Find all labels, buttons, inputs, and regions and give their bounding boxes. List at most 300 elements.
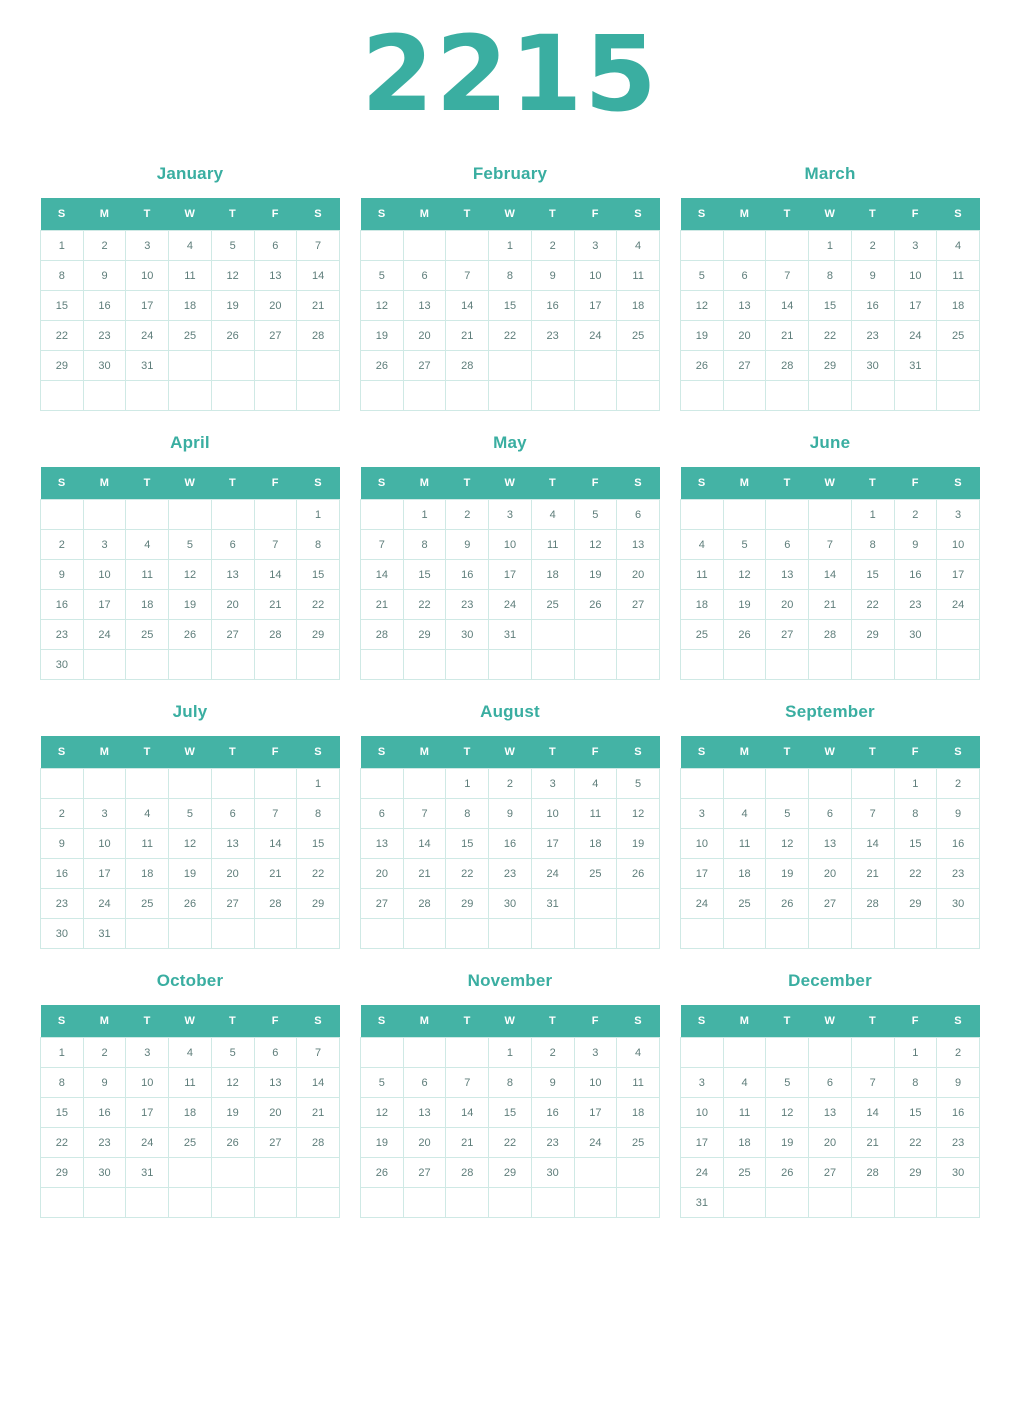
- day-cell[interactable]: 20: [211, 859, 254, 889]
- day-cell[interactable]: 21: [254, 859, 297, 889]
- day-cell[interactable]: 4: [617, 1038, 660, 1068]
- day-cell[interactable]: 23: [489, 859, 532, 889]
- day-cell[interactable]: 11: [681, 560, 724, 590]
- day-cell[interactable]: 20: [723, 321, 766, 351]
- day-cell[interactable]: 30: [41, 919, 84, 949]
- day-cell[interactable]: 15: [894, 829, 937, 859]
- day-cell[interactable]: 28: [297, 321, 340, 351]
- day-cell[interactable]: 31: [126, 351, 169, 381]
- day-cell[interactable]: 24: [681, 1158, 724, 1188]
- day-cell[interactable]: 8: [297, 530, 340, 560]
- day-cell[interactable]: 5: [766, 799, 809, 829]
- day-cell[interactable]: 23: [937, 1128, 980, 1158]
- day-cell[interactable]: 24: [937, 590, 980, 620]
- day-cell[interactable]: 19: [361, 1128, 404, 1158]
- day-cell[interactable]: 20: [361, 859, 404, 889]
- day-cell[interactable]: 29: [851, 620, 894, 650]
- day-cell[interactable]: 13: [254, 261, 297, 291]
- day-cell[interactable]: 4: [531, 500, 574, 530]
- day-cell[interactable]: 15: [489, 1098, 532, 1128]
- day-cell[interactable]: 17: [681, 1128, 724, 1158]
- day-cell[interactable]: 25: [937, 321, 980, 351]
- day-cell[interactable]: 9: [531, 261, 574, 291]
- day-cell[interactable]: 3: [83, 799, 126, 829]
- day-cell[interactable]: 11: [617, 261, 660, 291]
- day-cell[interactable]: 7: [809, 530, 852, 560]
- day-cell[interactable]: 27: [723, 351, 766, 381]
- day-cell[interactable]: 5: [681, 261, 724, 291]
- day-cell[interactable]: 18: [617, 291, 660, 321]
- day-cell[interactable]: 19: [169, 859, 212, 889]
- day-cell[interactable]: 7: [254, 799, 297, 829]
- day-cell[interactable]: 3: [531, 769, 574, 799]
- day-cell[interactable]: 22: [297, 859, 340, 889]
- day-cell[interactable]: 27: [254, 321, 297, 351]
- day-cell[interactable]: 26: [574, 590, 617, 620]
- day-cell[interactable]: 25: [126, 889, 169, 919]
- day-cell[interactable]: 1: [446, 769, 489, 799]
- day-cell[interactable]: 22: [446, 859, 489, 889]
- day-cell[interactable]: 17: [681, 859, 724, 889]
- day-cell[interactable]: 18: [574, 829, 617, 859]
- day-cell[interactable]: 9: [446, 530, 489, 560]
- day-cell[interactable]: 29: [41, 351, 84, 381]
- day-cell[interactable]: 18: [681, 590, 724, 620]
- day-cell[interactable]: 4: [723, 1068, 766, 1098]
- day-cell[interactable]: 28: [361, 620, 404, 650]
- day-cell[interactable]: 20: [254, 291, 297, 321]
- day-cell[interactable]: 25: [617, 1128, 660, 1158]
- day-cell[interactable]: 16: [937, 829, 980, 859]
- day-cell[interactable]: 21: [851, 1128, 894, 1158]
- day-cell[interactable]: 12: [681, 291, 724, 321]
- day-cell[interactable]: 17: [937, 560, 980, 590]
- day-cell[interactable]: 28: [446, 1158, 489, 1188]
- day-cell[interactable]: 8: [446, 799, 489, 829]
- day-cell[interactable]: 20: [809, 859, 852, 889]
- day-cell[interactable]: 24: [126, 321, 169, 351]
- day-cell[interactable]: 18: [531, 560, 574, 590]
- day-cell[interactable]: 19: [574, 560, 617, 590]
- day-cell[interactable]: 28: [254, 620, 297, 650]
- day-cell[interactable]: 3: [681, 1068, 724, 1098]
- day-cell[interactable]: 7: [766, 261, 809, 291]
- day-cell[interactable]: 13: [617, 530, 660, 560]
- day-cell[interactable]: 7: [361, 530, 404, 560]
- day-cell[interactable]: 20: [403, 1128, 446, 1158]
- day-cell[interactable]: 27: [766, 620, 809, 650]
- day-cell[interactable]: 2: [83, 1038, 126, 1068]
- day-cell[interactable]: 11: [126, 560, 169, 590]
- day-cell[interactable]: 1: [297, 500, 340, 530]
- day-cell[interactable]: 23: [531, 321, 574, 351]
- day-cell[interactable]: 9: [937, 799, 980, 829]
- day-cell[interactable]: 3: [489, 500, 532, 530]
- day-cell[interactable]: 23: [894, 590, 937, 620]
- day-cell[interactable]: 29: [894, 889, 937, 919]
- day-cell[interactable]: 15: [809, 291, 852, 321]
- day-cell[interactable]: 24: [531, 859, 574, 889]
- day-cell[interactable]: 16: [83, 291, 126, 321]
- day-cell[interactable]: 14: [403, 829, 446, 859]
- day-cell[interactable]: 8: [403, 530, 446, 560]
- day-cell[interactable]: 19: [617, 829, 660, 859]
- day-cell[interactable]: 19: [211, 1098, 254, 1128]
- day-cell[interactable]: 18: [617, 1098, 660, 1128]
- day-cell[interactable]: 31: [894, 351, 937, 381]
- day-cell[interactable]: 3: [574, 231, 617, 261]
- day-cell[interactable]: 15: [851, 560, 894, 590]
- day-cell[interactable]: 6: [403, 1068, 446, 1098]
- day-cell[interactable]: 12: [617, 799, 660, 829]
- day-cell[interactable]: 22: [809, 321, 852, 351]
- day-cell[interactable]: 6: [809, 1068, 852, 1098]
- day-cell[interactable]: 30: [894, 620, 937, 650]
- day-cell[interactable]: 27: [211, 889, 254, 919]
- day-cell[interactable]: 19: [169, 590, 212, 620]
- day-cell[interactable]: 6: [617, 500, 660, 530]
- day-cell[interactable]: 17: [574, 291, 617, 321]
- day-cell[interactable]: 21: [403, 859, 446, 889]
- day-cell[interactable]: 12: [766, 829, 809, 859]
- day-cell[interactable]: 20: [766, 590, 809, 620]
- day-cell[interactable]: 22: [489, 1128, 532, 1158]
- day-cell[interactable]: 22: [41, 321, 84, 351]
- day-cell[interactable]: 30: [41, 650, 84, 680]
- day-cell[interactable]: 17: [83, 590, 126, 620]
- day-cell[interactable]: 2: [41, 799, 84, 829]
- day-cell[interactable]: 11: [723, 1098, 766, 1128]
- day-cell[interactable]: 26: [766, 889, 809, 919]
- day-cell[interactable]: 15: [297, 560, 340, 590]
- day-cell[interactable]: 2: [937, 1038, 980, 1068]
- day-cell[interactable]: 11: [169, 1068, 212, 1098]
- day-cell[interactable]: 11: [574, 799, 617, 829]
- day-cell[interactable]: 27: [403, 1158, 446, 1188]
- day-cell[interactable]: 11: [126, 829, 169, 859]
- day-cell[interactable]: 30: [851, 351, 894, 381]
- day-cell[interactable]: 25: [681, 620, 724, 650]
- day-cell[interactable]: 8: [894, 799, 937, 829]
- day-cell[interactable]: 11: [169, 261, 212, 291]
- day-cell[interactable]: 26: [681, 351, 724, 381]
- day-cell[interactable]: 26: [766, 1158, 809, 1188]
- day-cell[interactable]: 21: [851, 859, 894, 889]
- day-cell[interactable]: 8: [41, 261, 84, 291]
- day-cell[interactable]: 3: [83, 530, 126, 560]
- day-cell[interactable]: 14: [851, 1098, 894, 1128]
- day-cell[interactable]: 28: [446, 351, 489, 381]
- day-cell[interactable]: 7: [254, 530, 297, 560]
- day-cell[interactable]: 18: [723, 859, 766, 889]
- day-cell[interactable]: 21: [297, 1098, 340, 1128]
- day-cell[interactable]: 15: [489, 291, 532, 321]
- day-cell[interactable]: 1: [41, 1038, 84, 1068]
- day-cell[interactable]: 2: [851, 231, 894, 261]
- day-cell[interactable]: 30: [446, 620, 489, 650]
- day-cell[interactable]: 16: [531, 1098, 574, 1128]
- day-cell[interactable]: 27: [361, 889, 404, 919]
- day-cell[interactable]: 7: [297, 1038, 340, 1068]
- day-cell[interactable]: 9: [894, 530, 937, 560]
- day-cell[interactable]: 6: [403, 261, 446, 291]
- day-cell[interactable]: 19: [766, 1128, 809, 1158]
- day-cell[interactable]: 18: [126, 859, 169, 889]
- day-cell[interactable]: 6: [211, 530, 254, 560]
- day-cell[interactable]: 8: [894, 1068, 937, 1098]
- day-cell[interactable]: 14: [254, 829, 297, 859]
- day-cell[interactable]: 6: [361, 799, 404, 829]
- day-cell[interactable]: 19: [211, 291, 254, 321]
- day-cell[interactable]: 28: [297, 1128, 340, 1158]
- day-cell[interactable]: 8: [41, 1068, 84, 1098]
- day-cell[interactable]: 5: [169, 530, 212, 560]
- day-cell[interactable]: 16: [446, 560, 489, 590]
- day-cell[interactable]: 26: [169, 620, 212, 650]
- day-cell[interactable]: 16: [83, 1098, 126, 1128]
- day-cell[interactable]: 15: [446, 829, 489, 859]
- day-cell[interactable]: 30: [937, 889, 980, 919]
- day-cell[interactable]: 8: [489, 1068, 532, 1098]
- day-cell[interactable]: 14: [446, 291, 489, 321]
- day-cell[interactable]: 14: [361, 560, 404, 590]
- day-cell[interactable]: 9: [851, 261, 894, 291]
- day-cell[interactable]: 5: [574, 500, 617, 530]
- day-cell[interactable]: 10: [126, 1068, 169, 1098]
- day-cell[interactable]: 4: [937, 231, 980, 261]
- day-cell[interactable]: 22: [41, 1128, 84, 1158]
- day-cell[interactable]: 11: [531, 530, 574, 560]
- day-cell[interactable]: 21: [766, 321, 809, 351]
- day-cell[interactable]: 3: [126, 231, 169, 261]
- day-cell[interactable]: 5: [361, 261, 404, 291]
- day-cell[interactable]: 12: [723, 560, 766, 590]
- day-cell[interactable]: 21: [297, 291, 340, 321]
- day-cell[interactable]: 23: [937, 859, 980, 889]
- day-cell[interactable]: 29: [403, 620, 446, 650]
- day-cell[interactable]: 13: [723, 291, 766, 321]
- day-cell[interactable]: 27: [617, 590, 660, 620]
- day-cell[interactable]: 24: [83, 620, 126, 650]
- day-cell[interactable]: 21: [446, 1128, 489, 1158]
- day-cell[interactable]: 13: [809, 829, 852, 859]
- day-cell[interactable]: 29: [489, 1158, 532, 1188]
- day-cell[interactable]: 2: [531, 231, 574, 261]
- day-cell[interactable]: 3: [681, 799, 724, 829]
- day-cell[interactable]: 22: [489, 321, 532, 351]
- day-cell[interactable]: 17: [83, 859, 126, 889]
- day-cell[interactable]: 9: [41, 829, 84, 859]
- day-cell[interactable]: 29: [809, 351, 852, 381]
- day-cell[interactable]: 12: [211, 261, 254, 291]
- day-cell[interactable]: 17: [531, 829, 574, 859]
- day-cell[interactable]: 10: [574, 1068, 617, 1098]
- day-cell[interactable]: 29: [297, 889, 340, 919]
- day-cell[interactable]: 27: [403, 351, 446, 381]
- day-cell[interactable]: 4: [574, 769, 617, 799]
- day-cell[interactable]: 18: [937, 291, 980, 321]
- day-cell[interactable]: 4: [617, 231, 660, 261]
- day-cell[interactable]: 1: [489, 231, 532, 261]
- day-cell[interactable]: 7: [851, 1068, 894, 1098]
- day-cell[interactable]: 23: [83, 1128, 126, 1158]
- day-cell[interactable]: 9: [83, 261, 126, 291]
- day-cell[interactable]: 1: [851, 500, 894, 530]
- day-cell[interactable]: 21: [809, 590, 852, 620]
- day-cell[interactable]: 4: [126, 530, 169, 560]
- day-cell[interactable]: 31: [83, 919, 126, 949]
- day-cell[interactable]: 18: [126, 590, 169, 620]
- day-cell[interactable]: 9: [83, 1068, 126, 1098]
- day-cell[interactable]: 3: [894, 231, 937, 261]
- day-cell[interactable]: 21: [254, 590, 297, 620]
- day-cell[interactable]: 30: [489, 889, 532, 919]
- day-cell[interactable]: 2: [894, 500, 937, 530]
- day-cell[interactable]: 4: [169, 231, 212, 261]
- day-cell[interactable]: 5: [766, 1068, 809, 1098]
- day-cell[interactable]: 20: [617, 560, 660, 590]
- day-cell[interactable]: 17: [126, 291, 169, 321]
- day-cell[interactable]: 15: [297, 829, 340, 859]
- day-cell[interactable]: 4: [723, 799, 766, 829]
- day-cell[interactable]: 14: [809, 560, 852, 590]
- day-cell[interactable]: 14: [297, 1068, 340, 1098]
- day-cell[interactable]: 2: [83, 231, 126, 261]
- day-cell[interactable]: 30: [83, 1158, 126, 1188]
- day-cell[interactable]: 17: [489, 560, 532, 590]
- day-cell[interactable]: 23: [41, 889, 84, 919]
- day-cell[interactable]: 3: [574, 1038, 617, 1068]
- day-cell[interactable]: 31: [126, 1158, 169, 1188]
- day-cell[interactable]: 24: [574, 321, 617, 351]
- day-cell[interactable]: 5: [211, 231, 254, 261]
- day-cell[interactable]: 26: [723, 620, 766, 650]
- day-cell[interactable]: 14: [254, 560, 297, 590]
- day-cell[interactable]: 6: [254, 231, 297, 261]
- day-cell[interactable]: 24: [126, 1128, 169, 1158]
- day-cell[interactable]: 13: [809, 1098, 852, 1128]
- day-cell[interactable]: 24: [681, 889, 724, 919]
- day-cell[interactable]: 29: [297, 620, 340, 650]
- day-cell[interactable]: 12: [169, 829, 212, 859]
- day-cell[interactable]: 11: [617, 1068, 660, 1098]
- day-cell[interactable]: 11: [723, 829, 766, 859]
- day-cell[interactable]: 8: [851, 530, 894, 560]
- day-cell[interactable]: 13: [361, 829, 404, 859]
- day-cell[interactable]: 27: [254, 1128, 297, 1158]
- day-cell[interactable]: 1: [894, 769, 937, 799]
- day-cell[interactable]: 1: [403, 500, 446, 530]
- day-cell[interactable]: 26: [211, 321, 254, 351]
- day-cell[interactable]: 1: [809, 231, 852, 261]
- day-cell[interactable]: 13: [403, 1098, 446, 1128]
- day-cell[interactable]: 16: [894, 560, 937, 590]
- day-cell[interactable]: 18: [169, 291, 212, 321]
- day-cell[interactable]: 28: [254, 889, 297, 919]
- day-cell[interactable]: 26: [361, 351, 404, 381]
- day-cell[interactable]: 20: [809, 1128, 852, 1158]
- day-cell[interactable]: 23: [83, 321, 126, 351]
- day-cell[interactable]: 7: [851, 799, 894, 829]
- day-cell[interactable]: 12: [766, 1098, 809, 1128]
- day-cell[interactable]: 19: [681, 321, 724, 351]
- day-cell[interactable]: 1: [41, 231, 84, 261]
- day-cell[interactable]: 10: [894, 261, 937, 291]
- day-cell[interactable]: 25: [723, 1158, 766, 1188]
- day-cell[interactable]: 22: [894, 1128, 937, 1158]
- day-cell[interactable]: 19: [361, 321, 404, 351]
- day-cell[interactable]: 23: [41, 620, 84, 650]
- day-cell[interactable]: 25: [531, 590, 574, 620]
- day-cell[interactable]: 5: [211, 1038, 254, 1068]
- day-cell[interactable]: 14: [851, 829, 894, 859]
- day-cell[interactable]: 31: [531, 889, 574, 919]
- day-cell[interactable]: 5: [361, 1068, 404, 1098]
- day-cell[interactable]: 10: [681, 1098, 724, 1128]
- day-cell[interactable]: 26: [211, 1128, 254, 1158]
- day-cell[interactable]: 10: [681, 829, 724, 859]
- day-cell[interactable]: 29: [41, 1158, 84, 1188]
- day-cell[interactable]: 15: [403, 560, 446, 590]
- day-cell[interactable]: 10: [489, 530, 532, 560]
- day-cell[interactable]: 15: [41, 1098, 84, 1128]
- day-cell[interactable]: 9: [41, 560, 84, 590]
- day-cell[interactable]: 25: [126, 620, 169, 650]
- day-cell[interactable]: 17: [894, 291, 937, 321]
- day-cell[interactable]: 20: [211, 590, 254, 620]
- day-cell[interactable]: 12: [574, 530, 617, 560]
- day-cell[interactable]: 14: [297, 261, 340, 291]
- day-cell[interactable]: 24: [574, 1128, 617, 1158]
- day-cell[interactable]: 25: [617, 321, 660, 351]
- day-cell[interactable]: 13: [766, 560, 809, 590]
- day-cell[interactable]: 19: [766, 859, 809, 889]
- day-cell[interactable]: 28: [851, 889, 894, 919]
- day-cell[interactable]: 30: [83, 351, 126, 381]
- day-cell[interactable]: 20: [403, 321, 446, 351]
- day-cell[interactable]: 13: [211, 829, 254, 859]
- day-cell[interactable]: 6: [766, 530, 809, 560]
- day-cell[interactable]: 31: [681, 1188, 724, 1218]
- day-cell[interactable]: 16: [937, 1098, 980, 1128]
- day-cell[interactable]: 10: [83, 829, 126, 859]
- day-cell[interactable]: 22: [894, 859, 937, 889]
- day-cell[interactable]: 23: [446, 590, 489, 620]
- day-cell[interactable]: 15: [894, 1098, 937, 1128]
- day-cell[interactable]: 22: [297, 590, 340, 620]
- day-cell[interactable]: 27: [211, 620, 254, 650]
- day-cell[interactable]: 22: [403, 590, 446, 620]
- day-cell[interactable]: 12: [361, 1098, 404, 1128]
- day-cell[interactable]: 16: [851, 291, 894, 321]
- day-cell[interactable]: 28: [851, 1158, 894, 1188]
- day-cell[interactable]: 25: [574, 859, 617, 889]
- day-cell[interactable]: 10: [126, 261, 169, 291]
- day-cell[interactable]: 18: [169, 1098, 212, 1128]
- day-cell[interactable]: 7: [297, 231, 340, 261]
- day-cell[interactable]: 28: [809, 620, 852, 650]
- day-cell[interactable]: 25: [169, 321, 212, 351]
- day-cell[interactable]: 9: [937, 1068, 980, 1098]
- day-cell[interactable]: 17: [574, 1098, 617, 1128]
- day-cell[interactable]: 15: [41, 291, 84, 321]
- day-cell[interactable]: 6: [809, 799, 852, 829]
- day-cell[interactable]: 24: [83, 889, 126, 919]
- day-cell[interactable]: 4: [169, 1038, 212, 1068]
- day-cell[interactable]: 25: [169, 1128, 212, 1158]
- day-cell[interactable]: 20: [254, 1098, 297, 1128]
- day-cell[interactable]: 9: [531, 1068, 574, 1098]
